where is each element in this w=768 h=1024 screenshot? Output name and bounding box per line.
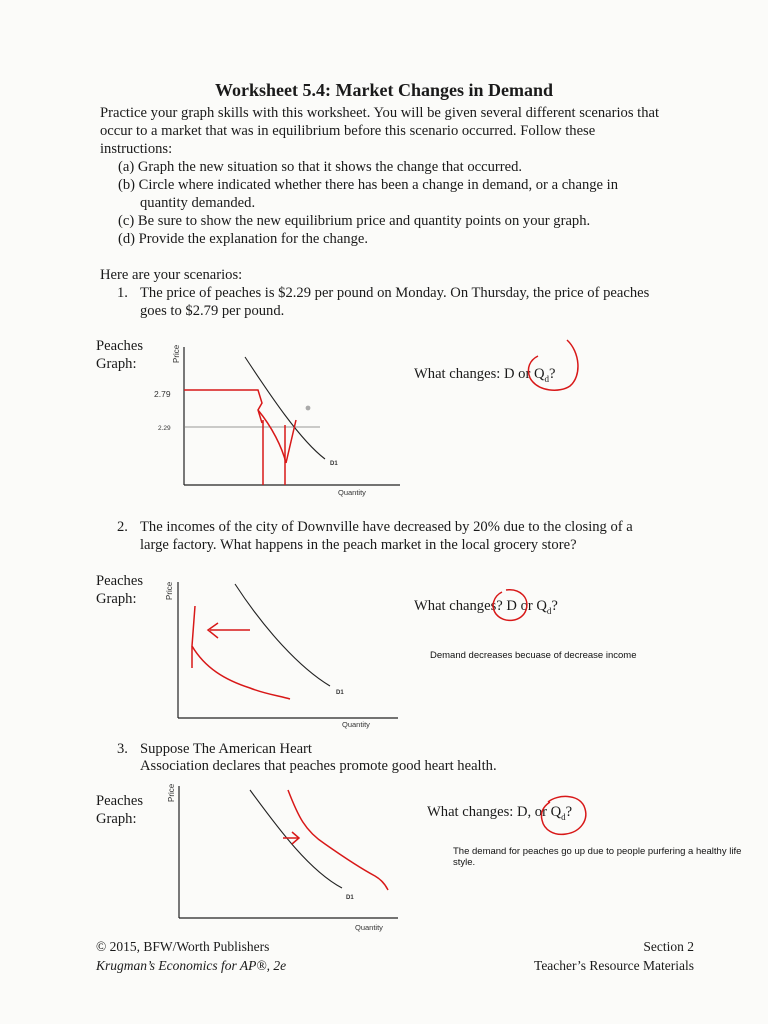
intro-line-2: occur to a market that was in equilibrium before this scenario occurred. Follow these bbox=[100, 123, 596, 139]
footer-section: Section 2 bbox=[643, 939, 694, 954]
scenarios-heading: Here are your scenarios: bbox=[100, 267, 243, 283]
price-axis-label: Price bbox=[165, 581, 174, 600]
scenario-1-line-2: goes to $2.79 per pound. bbox=[140, 303, 285, 319]
hand-drawn-annotation bbox=[192, 606, 290, 699]
footer-copyright: © 2015, BFW/Worth Publishers bbox=[96, 939, 270, 954]
scenario-2-line-2: large factory. What happens in the peach market in the local grocery store? bbox=[140, 537, 577, 553]
graph-1-label-line-2: Graph: bbox=[96, 356, 137, 372]
quantity-axis-label: Quantity bbox=[338, 488, 366, 497]
question-1: What changes: D or $Q_d$? bbox=[414, 366, 556, 384]
instruction-d: (d) Provide the explanation for the change. bbox=[118, 231, 369, 247]
price-axis-label: Price bbox=[167, 783, 176, 802]
tick-label-high: 2.79 bbox=[154, 389, 171, 399]
footer-book-title: Krugman’s Economics for AP®, 2e bbox=[96, 958, 287, 973]
circled-answer-mark-3 bbox=[534, 790, 594, 840]
demand-curve-label: D1 bbox=[336, 690, 344, 696]
demand-curve-d1 bbox=[250, 790, 342, 888]
scenario-3-number: 3. bbox=[117, 741, 128, 757]
graph-2-label-line-2: Graph: bbox=[96, 591, 137, 607]
tick-label-low: 2.29 bbox=[158, 425, 171, 432]
circled-answer-mark-1 bbox=[520, 338, 590, 396]
question-3: What changes: D, or $Q_d$? bbox=[427, 804, 573, 822]
instruction-c: (c) Be sure to show the new equilibrium price and quantity points on your graph. bbox=[118, 213, 591, 229]
quantity-axis-label: Quantity bbox=[342, 720, 370, 729]
graph-3-label-line-2: Graph: bbox=[96, 811, 137, 827]
graph-2-label-line-1: Peaches bbox=[96, 573, 144, 589]
footer-materials: Teacher’s Resource Materials bbox=[534, 958, 694, 973]
intro-line-3: instructions: bbox=[100, 141, 173, 157]
scenario-1-number: 1. bbox=[117, 285, 128, 301]
demand-curve-label: D1 bbox=[346, 895, 354, 901]
demand-curve-d1 bbox=[235, 584, 330, 686]
peaches-graph-3 bbox=[150, 776, 410, 936]
graph-1-label-line-1: Peaches bbox=[96, 338, 144, 354]
quantity-axis-label: Quantity bbox=[355, 923, 383, 932]
price-axis-label: Price bbox=[172, 344, 181, 363]
scenario-2-line-1: The incomes of the city of Downville have decreased by 20% due to the closing of a bbox=[140, 519, 633, 535]
answer-3: The demand for peaches go up due to people purfering a healthy life style. bbox=[453, 846, 742, 868]
graph-3-label-line-1: Peaches bbox=[96, 793, 144, 809]
peaches-graph-2 bbox=[150, 570, 410, 735]
peaches-graph-1 bbox=[150, 335, 410, 505]
instruction-a: (a) Graph the new situation so that it shows the change that occurred. bbox=[118, 159, 523, 175]
scenario-2-number: 2. bbox=[117, 519, 128, 535]
worksheet-title: Worksheet 5.4: Market Changes in Demand bbox=[215, 80, 553, 100]
intro-line-1: Practice your graph skills with this worksheet. You will be given several different scenarios that bbox=[100, 105, 660, 121]
scenario-1-line-1: The price of peaches is $2.29 per pound on Monday. On Thursday, the price of peaches bbox=[140, 285, 650, 301]
scenario-3-line-1: Suppose The American Heart bbox=[140, 741, 312, 757]
instruction-b-line-1: (b) Circle where indicated whether there has been a change in demand, or a change in bbox=[118, 177, 619, 193]
hand-drawn-annotation bbox=[283, 790, 388, 890]
question-2: What changes? D or $Q_d$? bbox=[414, 598, 558, 616]
answer-2: Demand decreases becuase of decrease income bbox=[430, 650, 637, 661]
circled-answer-mark-2 bbox=[486, 586, 536, 626]
instruction-b-line-2: quantity demanded. bbox=[140, 195, 256, 211]
hand-drawn-annotation bbox=[184, 390, 310, 485]
demand-curve-label: D1 bbox=[330, 461, 338, 467]
scenario-3-line-2: Association declares that peaches promote good heart health. bbox=[140, 758, 497, 774]
